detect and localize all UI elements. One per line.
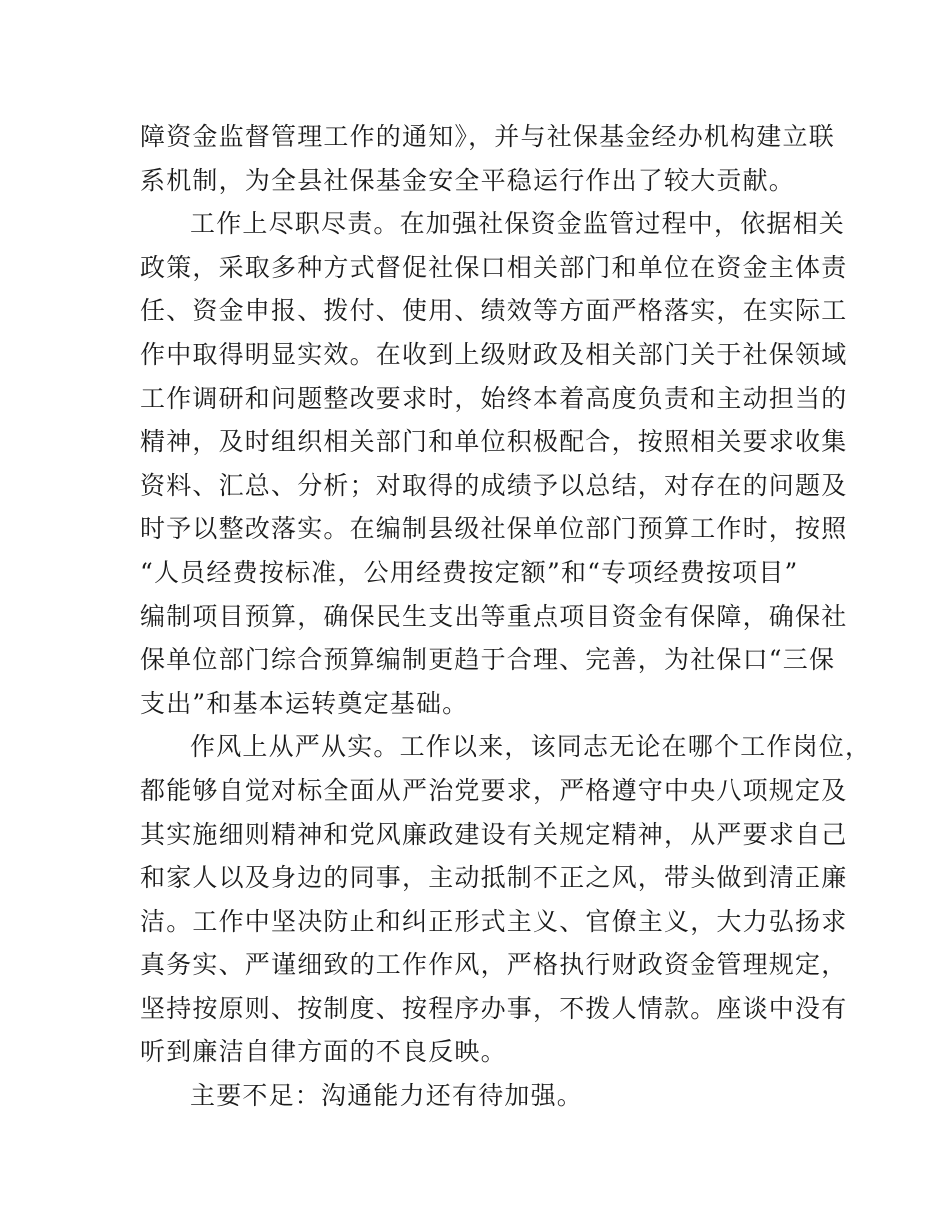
text-line: 都能够自觉对标全面从严治党要求，严格遵守中央八项规定及	[140, 775, 848, 805]
text-line: 任、资金申报、拨付、使用、绩效等方面严格落实，在实际工	[140, 296, 848, 326]
text-line: “人员经费按标准，公用经费按定额”和“专项经费按项目”	[140, 557, 799, 587]
text-line: 听到廉洁自律方面的不良反映。	[140, 1037, 507, 1067]
text-line: 和家人以及身边的同事，主动抵制不正之风，带头做到清正廉	[140, 863, 848, 893]
paragraph-work-style	[140, 725, 872, 1074]
text-line: 主要不足：沟通能力还有待加强。	[190, 1081, 584, 1111]
text-line: 保单位部门综合预算编制更趋于合理、完善，为社保口“三保	[140, 645, 836, 675]
text-line: 真务实、严谨细致的工作作风，严格执行财政资金管理规定，	[140, 950, 848, 980]
text-line: 工作上尽职尽责。在加强社保资金监管过程中，依据相关	[190, 209, 846, 239]
text-line: 支出”和基本运转奠定基础。	[140, 688, 469, 718]
text-line: 编制项目预算，确保民生支出等重点项目资金有保障，确保社	[140, 601, 848, 631]
text-line: 资料、汇总、分析；对取得的成绩予以总结，对存在的问题及	[140, 470, 848, 500]
text-line: 精神，及时组织相关部门和单位积极配合，按照相关要求收集	[140, 427, 848, 457]
paragraph-work-duty	[140, 202, 848, 725]
text-line: 作中取得明显实效。在收到上级财政及相关部门关于社保领域	[140, 339, 848, 369]
document-page	[140, 115, 872, 1118]
text-line: 政策，采取多种方式督促社保口相关部门和单位在资金主体责	[140, 252, 848, 282]
text-line: 系机制，为全县社保基金安全平稳运行作出了较大贡献。	[140, 165, 796, 195]
text-line: 时予以整改落实。在编制县级社保单位部门预算工作时，按照	[140, 514, 848, 544]
text-line: 工作调研和问题整改要求时，始终本着高度负责和主动担当的	[140, 383, 848, 413]
paragraph-shortcomings	[140, 1074, 816, 1118]
paragraph-continuation	[140, 115, 835, 202]
text-line: 作风上从严从实。工作以来，该同志无论在哪个工作岗位，	[190, 732, 872, 762]
text-line: 障资金监督管理工作的通知》，并与社保基金经办机构建立联	[140, 122, 835, 151]
text-line: 坚持按原则、按制度、按程序办事，不拨人情款。座谈中没有	[140, 993, 848, 1023]
text-line: 其实施细则精神和党风廉政建设有关规定精神，从严要求自己	[140, 819, 848, 849]
text-line: 洁。工作中坚决防止和纠正形式主义、官僚主义，大力弘扬求	[140, 906, 848, 936]
